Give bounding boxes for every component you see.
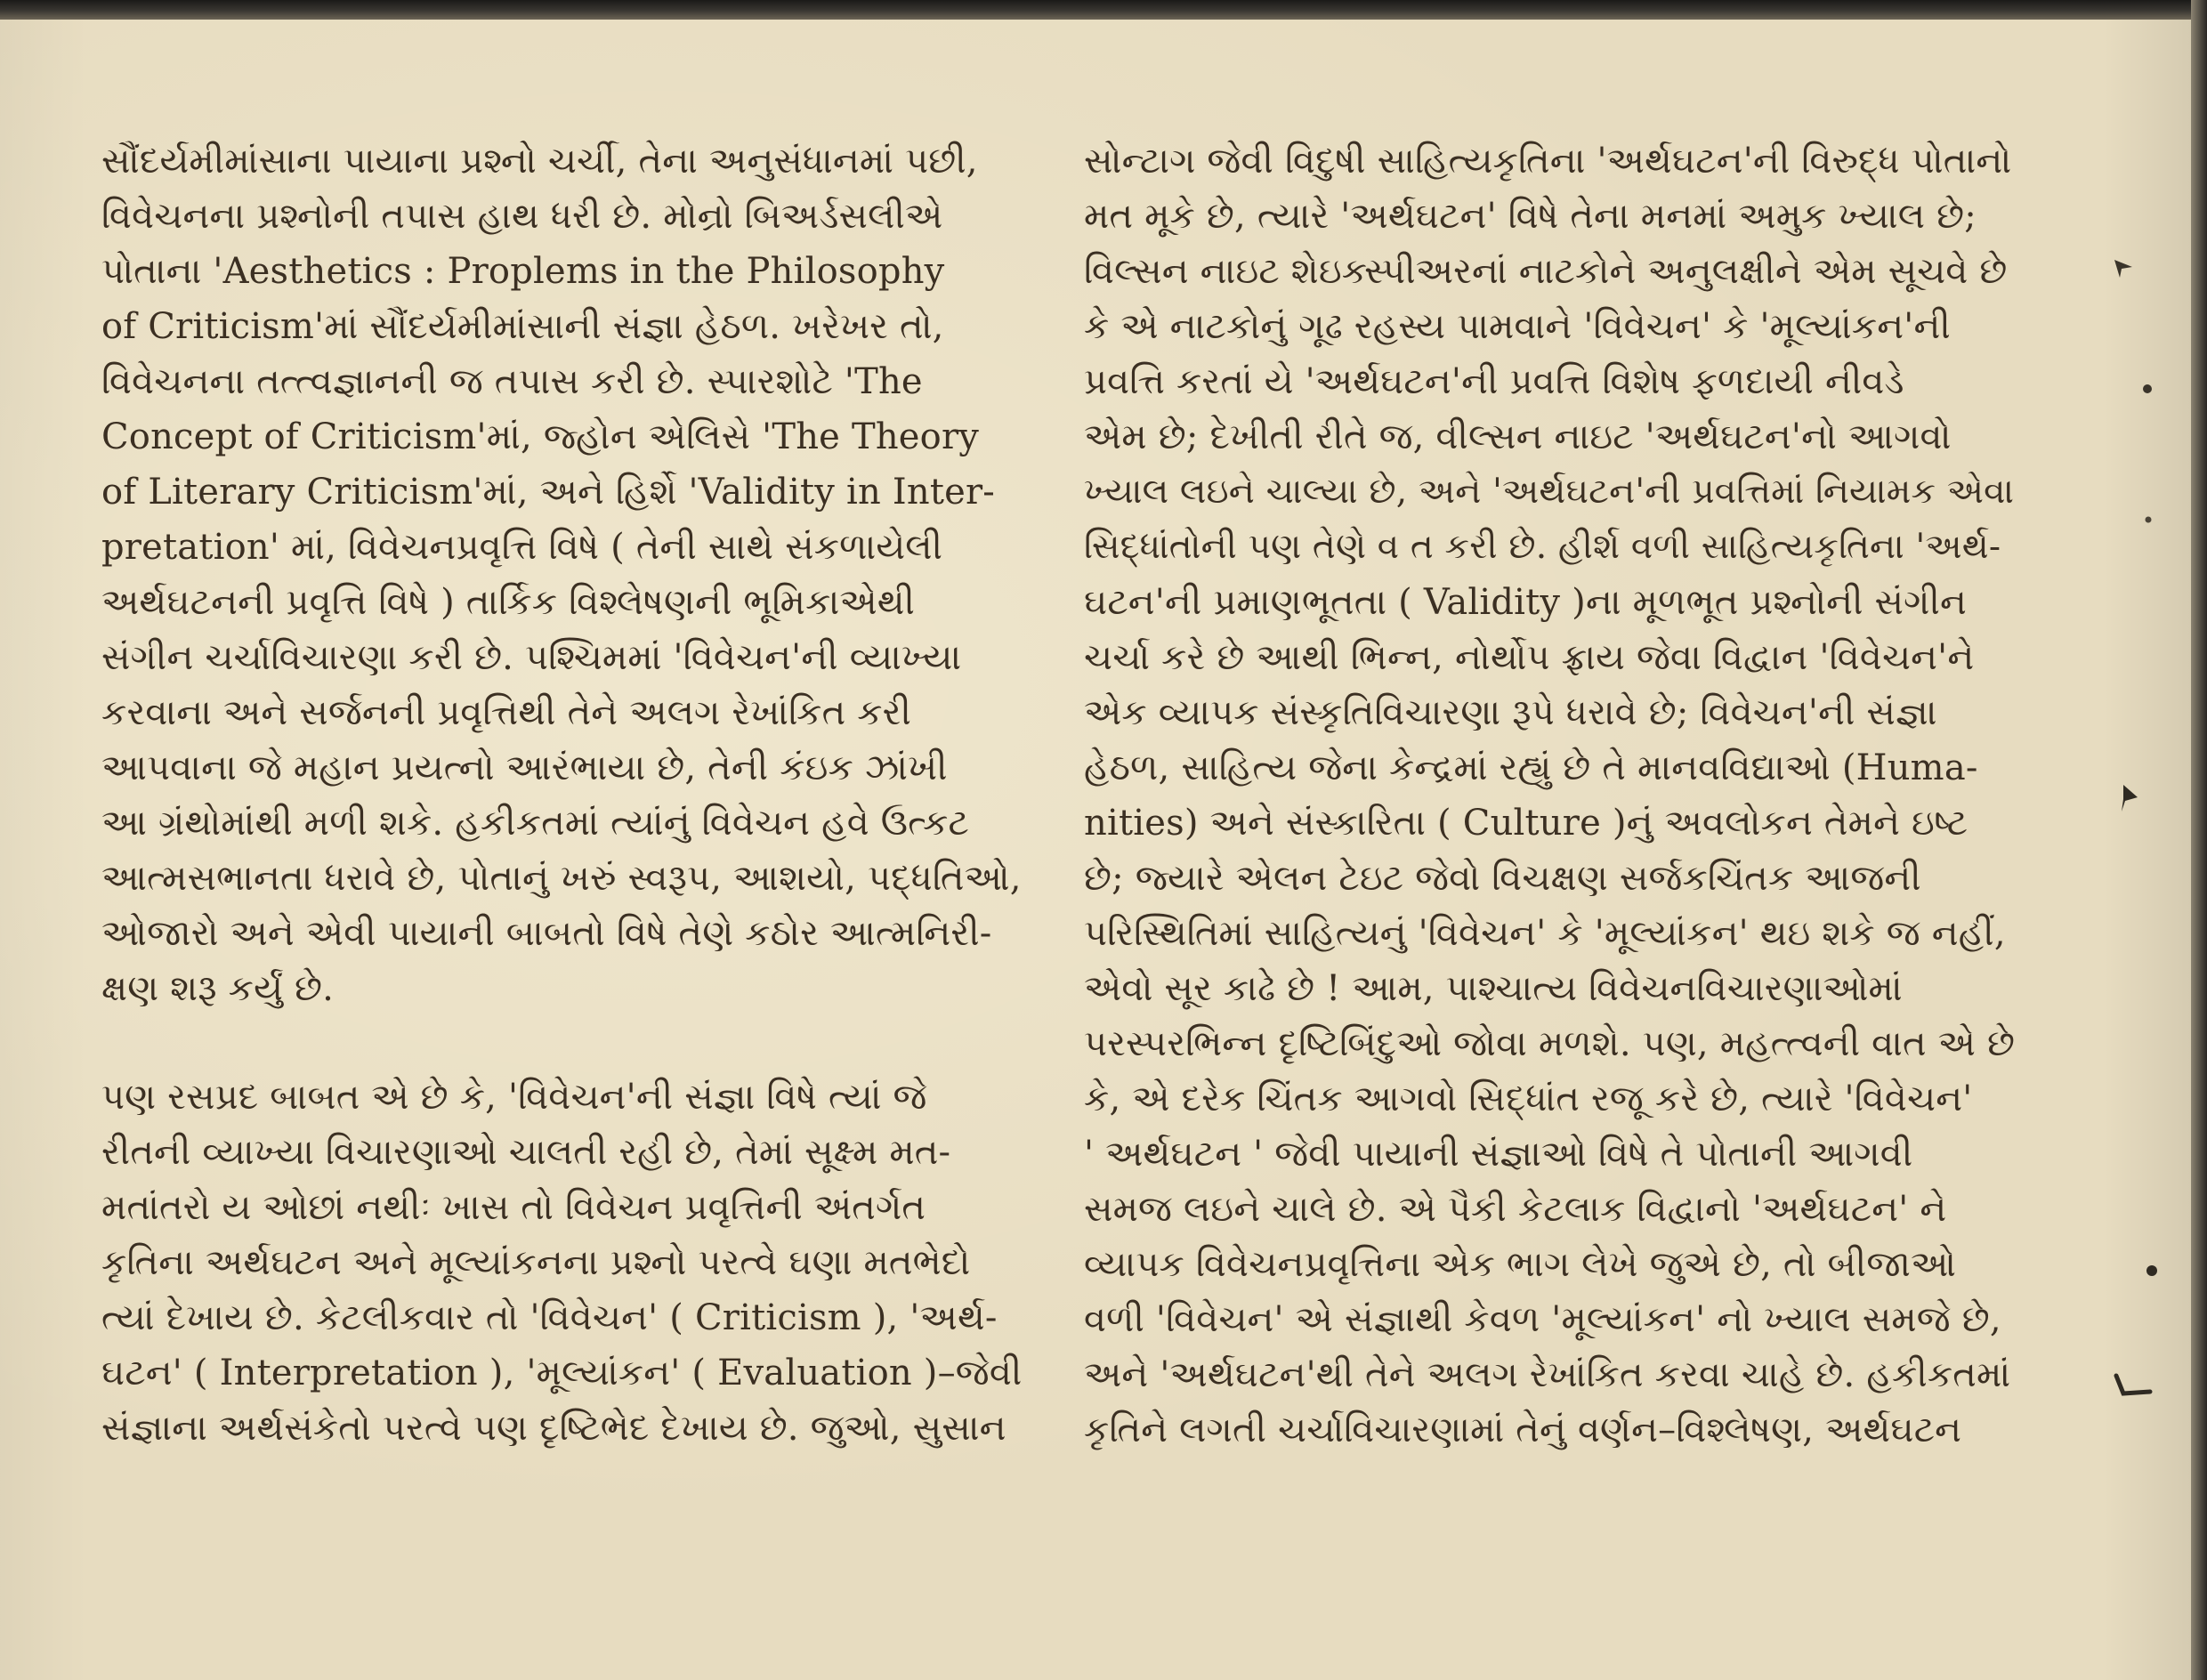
text-line: મત મૂકે છે, ત્યારે 'અર્થઘટન' વિષે તેના મનમાં અમુક ખ્યાલ છે; <box>1084 196 1977 237</box>
left-column <box>101 133 1036 1509</box>
left-paragraph-1 <box>101 133 1036 1016</box>
page-top-edge <box>0 0 2207 20</box>
text-line: ઘટન' ( Interpretation ), 'મૂલ્યાંકન' ( Evaluation )–જેવી <box>101 1353 1023 1393</box>
text-line: રીતની વ્યાખ્યા વિચારણાઓ ચાલતી રહી છે, તેમાં સૂક્ષ્મ મત- <box>101 1132 951 1173</box>
text-line: કે એ નાટકોનું ગૂઢ રહસ્ય પામવાને 'વિવેચન' કે 'મૂલ્યાંકન'ની <box>1084 306 1951 347</box>
text-line: ' અર્થઘટન ' જેવી પાયાની સંજ્ઞાઓ વિષે તે પોતાની આગવી <box>1084 1134 1913 1175</box>
text-line: આ ગ્રંથોમાંથી મળી શકે. હકીકતમાં ત્યાંનું વિવેચન હવે ઉત્કટ <box>101 803 970 844</box>
page-right-edge <box>2191 0 2207 1680</box>
text-line: સોન્ટાગ જેવી વિદુષી સાહિત્યકૃતિના 'અર્થઘટન'ની વિરુદ્ધ પોતાનો <box>1084 141 2012 182</box>
margin-mark-tick-icon <box>2111 1372 2154 1402</box>
book-page <box>0 20 2191 1680</box>
text-line: વિવેચનના પ્રશ્નોની તપાસ હાથ ધરી છે. મોન્રો બિઅર્ડસલીએ <box>101 196 943 237</box>
text-line: કૃતિના અર્થઘટન અને મૂલ્યાંકનના પ્રશ્નો પરત્વે ઘણા મતભેદો <box>101 1242 971 1283</box>
text-line: Concept of Criticism'માં, જ્હોન એલિસે 'The Theory <box>101 416 980 457</box>
text-line: ઘટન'ની પ્રમાણભૂતતા ( Validity )ના મૂળભૂત પ્રશ્નોની સંગીન <box>1084 582 1967 623</box>
text-line: સમજ લઇને ચાલે છે. એ પૈકી કેટલાક વિદ્વાનો 'અર્થઘટન' ને <box>1084 1189 1947 1230</box>
text-line: કૃતિને લગતી ચર્ચાવિચારણામાં તેનું વર્ણન–વિશ્લેષણ, અર્થઘટન <box>1084 1409 1962 1450</box>
text-line: પોતાના 'Aesthetics : Proplems in the Philosophy <box>101 251 945 292</box>
margin-mark-dot-icon <box>2141 383 2154 395</box>
text-line: અર્થઘટનની પ્રવૃત્તિ વિષે ) તાર્કિક વિશ્લેષણની ભૂમિકાએથી <box>101 582 916 623</box>
text-line: વ્યાપક વિવેચનપ્રવૃત્તિના એક ભાગ લેખે જુએ છે, તો બીજાઓ <box>1084 1244 1957 1285</box>
text-line: મતાંતરો ય ઓછાં નથીઃ ખાસ તો વિવેચન પ્રવૃત્તિની અંતર્ગત <box>101 1187 926 1228</box>
text-line: ખ્યાલ લઇને ચાલ્યા છે, અને 'અર્થઘટન'ની પ્રવત્તિમાં નિયામક એવા <box>1084 472 2015 512</box>
text-line: વિલ્સન નાઇટ શેઇક્સ્પીઅરનાં નાટકોને અનુલક્ષીને એમ સૂચવે છે <box>1084 251 2008 292</box>
text-line: કરવાના અને સર્જનની પ્રવૃત્તિથી તેને અલગ રેખાંકિત કરી <box>101 692 912 733</box>
right-column <box>1084 133 2018 1511</box>
text-line: પરસ્પરભિન્ન દૃષ્ટિબિંદુઓ જોવા મળશે. પણ, મહત્ત્વની વાત એ છે <box>1084 1023 2016 1064</box>
text-line: ક્ષણ શરૂ કર્યું છે. <box>101 968 335 1009</box>
text-line: પરિસ્થિતિમાં સાહિત્યનું 'વિવેચન' કે 'મૂલ્યાંકન' થઇ શકે જ નહીં, <box>1084 913 2006 954</box>
text-line: સંગીન ચર્ચાવિચારણા કરી છે. પશ્ચિમમાં 'વિવેચન'ની વ્યાખ્યા <box>101 637 962 678</box>
text-line: ત્યાં દેખાય છે. કેટલીકવાર તો 'વિવેચન' ( Criticism ), 'અર્થ- <box>101 1297 998 1338</box>
text-line: of Criticism'માં સૌંદર્યમીમાંસાની સંજ્ઞા હેઠળ. ખરેખર તો, <box>101 306 944 347</box>
text-line: સિદ્ધાંતોની પણ તેણે વ ત કરી છે. હીર્શ વળી સાહિત્યકૃતિના 'અર્થ- <box>1084 527 2001 567</box>
text-line: આપવાના જે મહાન પ્રયત્નો આરંભાયા છે, તેની કંઇક ઝાંખી <box>101 747 948 788</box>
text-line: વિવેચનના તત્ત્વજ્ઞાનની જ તપાસ કરી છે. સ્પારશોટે 'The <box>101 361 923 402</box>
margin-mark-flag-icon <box>2114 781 2145 815</box>
margin-mark-dot-icon <box>2145 1264 2159 1278</box>
text-line: ઓજારો અને એવી પાયાની બાબતો વિષે તેણે કઠોર આત્મનિરી- <box>101 913 992 954</box>
text-line: છે; જ્યારે એલન ટેઇટ જેવો વિચક્ષણ સર્જકચિંતક આજની <box>1084 858 1921 899</box>
right-paragraph-1 <box>1084 133 2018 1458</box>
left-paragraph-2 <box>101 1070 1036 1456</box>
text-line: અને 'અર્થઘટન'થી તેને અલગ રેખાંકિત કરવા ચાહે છે. હકીકતમાં <box>1084 1354 2011 1395</box>
text-line: pretation' માં, વિવેચનપ્રવૃત્તિ વિષે ( તેની સાથે સંકળાયેલી <box>101 527 943 568</box>
margin-mark-dot-icon <box>2143 514 2154 525</box>
text-line: સૌંદર્યમીમાંસાના પાયાના પ્રશ્નો ચર્ચી, તેના અનુસંધાનમાં પછી, <box>101 141 978 182</box>
text-line: હેઠળ, સાહિત્ય જેના કેન્દ્રમાં રહ્યું છે તે માનવવિદ્યાઓ (Huma- <box>1084 747 1978 788</box>
text-line: of Literary Criticism'માં, અને હિર્શે 'Validity in Inter- <box>101 472 996 513</box>
text-line: ચર્ચા કરે છે આથી ભિન્ન, નોર્થોપ ફ્રાય જેવા વિદ્વાન 'વિવેચન'ને <box>1084 637 1975 678</box>
text-line: એમ છે; દેખીતી રીતે જ, વીલ્સન નાઇટ 'અર્થઘટન'નો આગવો <box>1084 416 1952 457</box>
text-line: nities) અને સંસ્કારિતા ( Culture )નું અવલોકન તેમને ઇષ્ટ <box>1084 803 1969 844</box>
text-line: પ્રવત્તિ કરતાં યે 'અર્થઘટન'ની પ્રવત્તિ વિશેષ ફળદાયી નીવડે <box>1084 361 1904 402</box>
text-line: એવો સૂર કાઢે છે ! આમ, પાશ્ચાત્ય વિવેચનવિચારણાઓમાં <box>1084 968 1903 1009</box>
text-line: આત્મસભાનતા ધરાવે છે, પોતાનું ખરું સ્વરૂપ, આશયો, પદ્ધતિઓ, <box>101 858 1022 899</box>
text-line: સંજ્ઞાના અર્થસંકેતો પરત્વે પણ દૃષ્ટિભેદ દેખાય છે. જુઓ, સુસાન <box>101 1408 1006 1449</box>
text-line: એક વ્યાપક સંસ્કૃતિવિચારણા રૂપે ધરાવે છે; વિવેચન'ની સંજ્ઞા <box>1084 692 1937 733</box>
text-line: કે, એ દરેક ચિંતક આગવો સિદ્ધાંત રજૂ કરે છે, ત્યારે 'વિવેચન' <box>1084 1078 1973 1119</box>
text-line: વળી 'વિવેચન' એ સંજ્ઞાથી કેવળ 'મૂલ્યાંકન' નો ખ્યાલ સમજે છે, <box>1084 1299 2001 1340</box>
margin-mark-arrow-icon <box>2111 254 2138 281</box>
text-line: પણ રસપ્રદ બાબત એ છે કે, 'વિવેચન'ની સંજ્ઞા વિષે ત્યાં જે <box>101 1077 927 1118</box>
